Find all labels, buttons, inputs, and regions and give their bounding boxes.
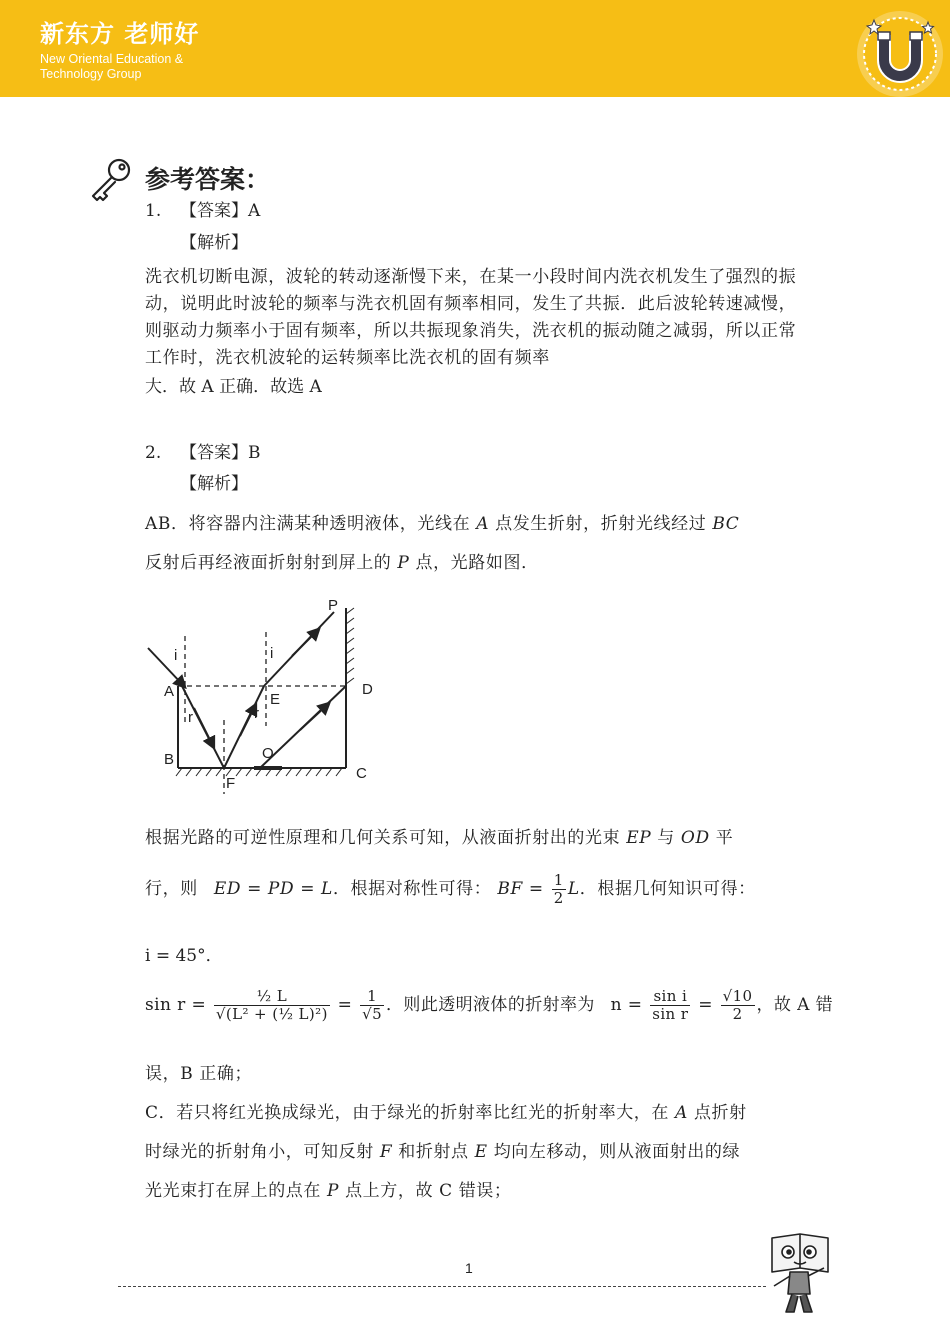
page-number: 1 bbox=[465, 1260, 473, 1276]
magnet-logo-icon bbox=[856, 10, 944, 98]
q2-answer bbox=[145, 440, 261, 467]
svg-text:r: r bbox=[188, 709, 193, 726]
q1-analysis-text: 洗衣机切断电源，波轮的转动逐渐慢下来，在某一小段时间内洗衣机发生了强烈的振动，说明此时波轮的频率与洗衣机固有频率相同，发生了共振．此后波轮转速减慢，则驱动力频率小于固有频率，所以共振现象消失，洗衣机的振动随之减弱，所以正常工作时，洗衣机波轮的运转频率比洗衣机的固有频率 bbox=[145, 267, 797, 368]
svg-text:F: F bbox=[226, 775, 236, 792]
q2-reason-line2: 行，则 ED = PD = L．根据对称性可得： BF = $\frac{1}{2}$ L．根据几何知识可得： bbox=[145, 871, 756, 907]
q2-c-line1: C．若只将红光换成绿光，由于绿光的折射率比红光的折射率大，在 A 点折射 bbox=[145, 1103, 747, 1123]
svg-text:O: O bbox=[262, 745, 274, 762]
q2-analysis-label: 【解析】 bbox=[180, 474, 248, 494]
svg-text:P: P bbox=[328, 597, 339, 614]
diagram-labels bbox=[164, 597, 373, 792]
header-bar bbox=[0, 0, 950, 97]
q1-answer-label: 【答案】A bbox=[180, 201, 261, 221]
q2-sin-equation: sin r = $\frac{\text{½ L}}{\text{√(L² + (½ L)²)}}$ = $\frac{1}{√5}$ ．则此透明液体的折射率为 n = $\frac{\text{sin i}}{\text{sin r}}$ = $\frac{√10}{2}$ ，故 A 错 bbox=[145, 987, 833, 1023]
svg-text:r: r bbox=[254, 705, 259, 722]
q1-conclusion: 大．故 A 正确．故选 A bbox=[145, 377, 322, 397]
q2-answer-label: 【答案】B bbox=[180, 443, 261, 463]
q1-analysis-label: 【解析】 bbox=[180, 233, 248, 253]
svg-text:E: E bbox=[270, 691, 281, 708]
mascot-book-character-icon bbox=[764, 1232, 836, 1316]
q2-b-correct: 误，B 正确； bbox=[145, 1064, 253, 1084]
svg-text:A: A bbox=[164, 683, 175, 700]
key-icon bbox=[88, 156, 134, 202]
q2-reason-line1: 根据光路的可逆性原理和几何关系可知，从液面折射出的光束 EP 与 OD 平 bbox=[145, 828, 734, 848]
q2-angle: i = 45°． bbox=[145, 946, 223, 966]
brand-title: 新东方 老师好 bbox=[40, 20, 200, 48]
q2-ab-line2: 反射后再经液面折射射到屏上的 P 点，光路如图． bbox=[145, 553, 539, 573]
svg-text:B: B bbox=[164, 751, 175, 768]
q2-c-line3: 光光束打在屏上的点在 P 点上方，故 C 错误； bbox=[145, 1181, 512, 1201]
svg-text:i: i bbox=[270, 645, 274, 662]
q1-answer bbox=[145, 198, 260, 225]
q2-ab-line1: AB．将容器内注满某种透明液体，光线在 A 点发生折射，折射光线经过 BC bbox=[145, 514, 740, 534]
brand-subtitle: New Oriental Education & Technology Group bbox=[40, 52, 184, 81]
q1-number: 1. bbox=[145, 201, 162, 221]
svg-text:C: C bbox=[356, 765, 367, 782]
svg-text:D: D bbox=[362, 681, 373, 698]
svg-text:i: i bbox=[174, 647, 178, 664]
light-path-diagram bbox=[142, 596, 388, 794]
q2-c-line2: 时绿光的折射角小，可知反射 F 和折射点 E 均向左移动，则从液面射出的绿 bbox=[145, 1142, 741, 1162]
section-title: 参考答案： bbox=[145, 165, 271, 194]
fraction-half: $\frac{1}{2}$ bbox=[553, 871, 564, 907]
footer-divider bbox=[118, 1286, 766, 1287]
q2-number: 2. bbox=[145, 443, 162, 463]
